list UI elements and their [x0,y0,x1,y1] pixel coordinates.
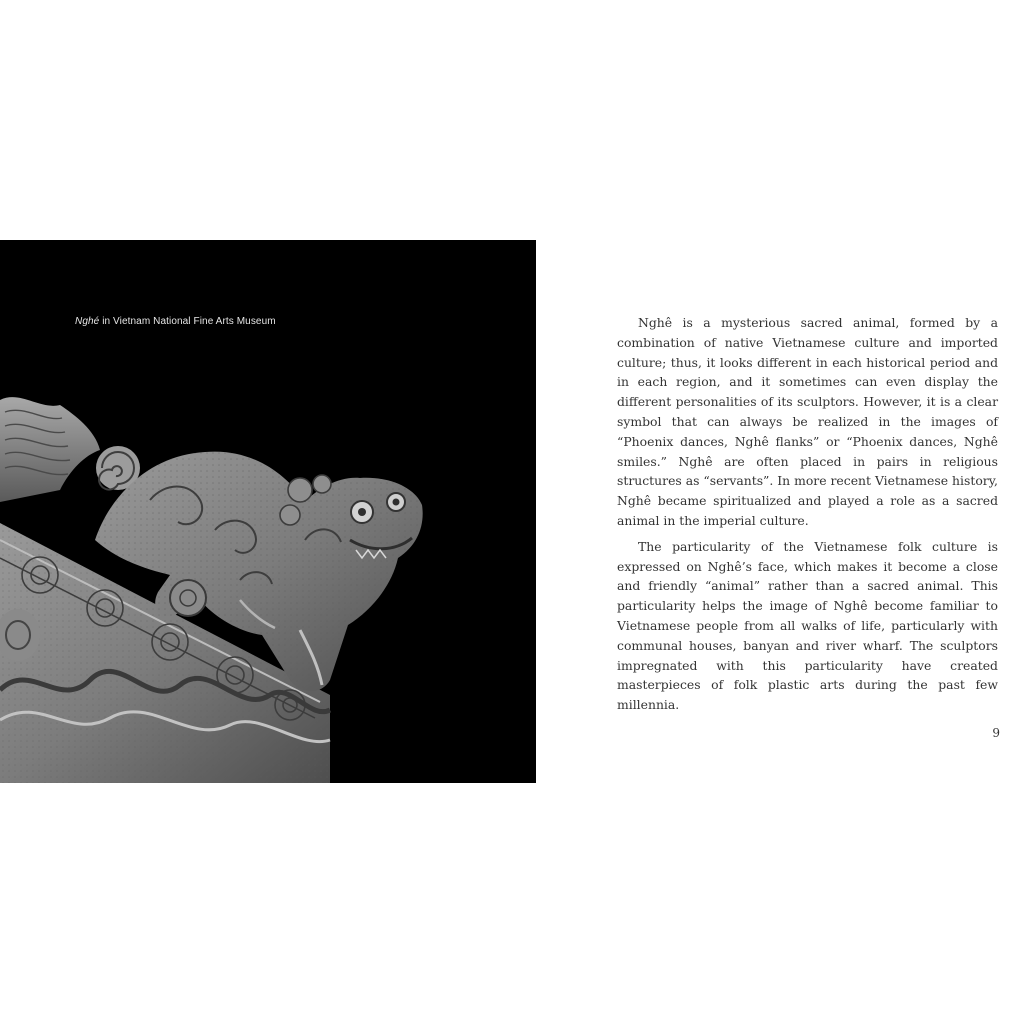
caption-text: in Vietnam National Fine Arts Museum [99,316,276,327]
body-text [617,313,998,721]
caption-italic-name: Nghé [75,316,100,327]
body-paragraph-1: Nghê is a mysterious sacred animal, formed by a combination of native Vietnamese culture and imported culture; thus, it looks different in each historical period and in each region, and it sometimes can even display the different personalities of its sculptors. However, it is a clear symbol that can always be realized in the images of “Phoenix dances, Nghê flanks” or “Phoenix dances, Nghê smiles.” Nghê are often placed in pairs in religious structures as “servants”. In more recent Vietnamese history, Nghê became spiritualized and played a role as a sacred animal in the imperial culture. [617,315,998,528]
nghe-sculpture-image [0,240,536,783]
photo-panel [0,240,536,783]
page-number: 9 [992,726,1000,740]
body-paragraph-2: The particularity of the Vietnamese folk culture is expressed on Nghê’s face, which makes it become a close and friendly “animal” rather than a sacred animal. This particularity helps the image of Nghê become familiar to Vietnamese people from all walks of life, particularly with communal houses, banyan and river wharf. The sculptors impregnated with this particularity have created masterpieces of folk plastic arts during the past few millennia. [617,538,998,713]
